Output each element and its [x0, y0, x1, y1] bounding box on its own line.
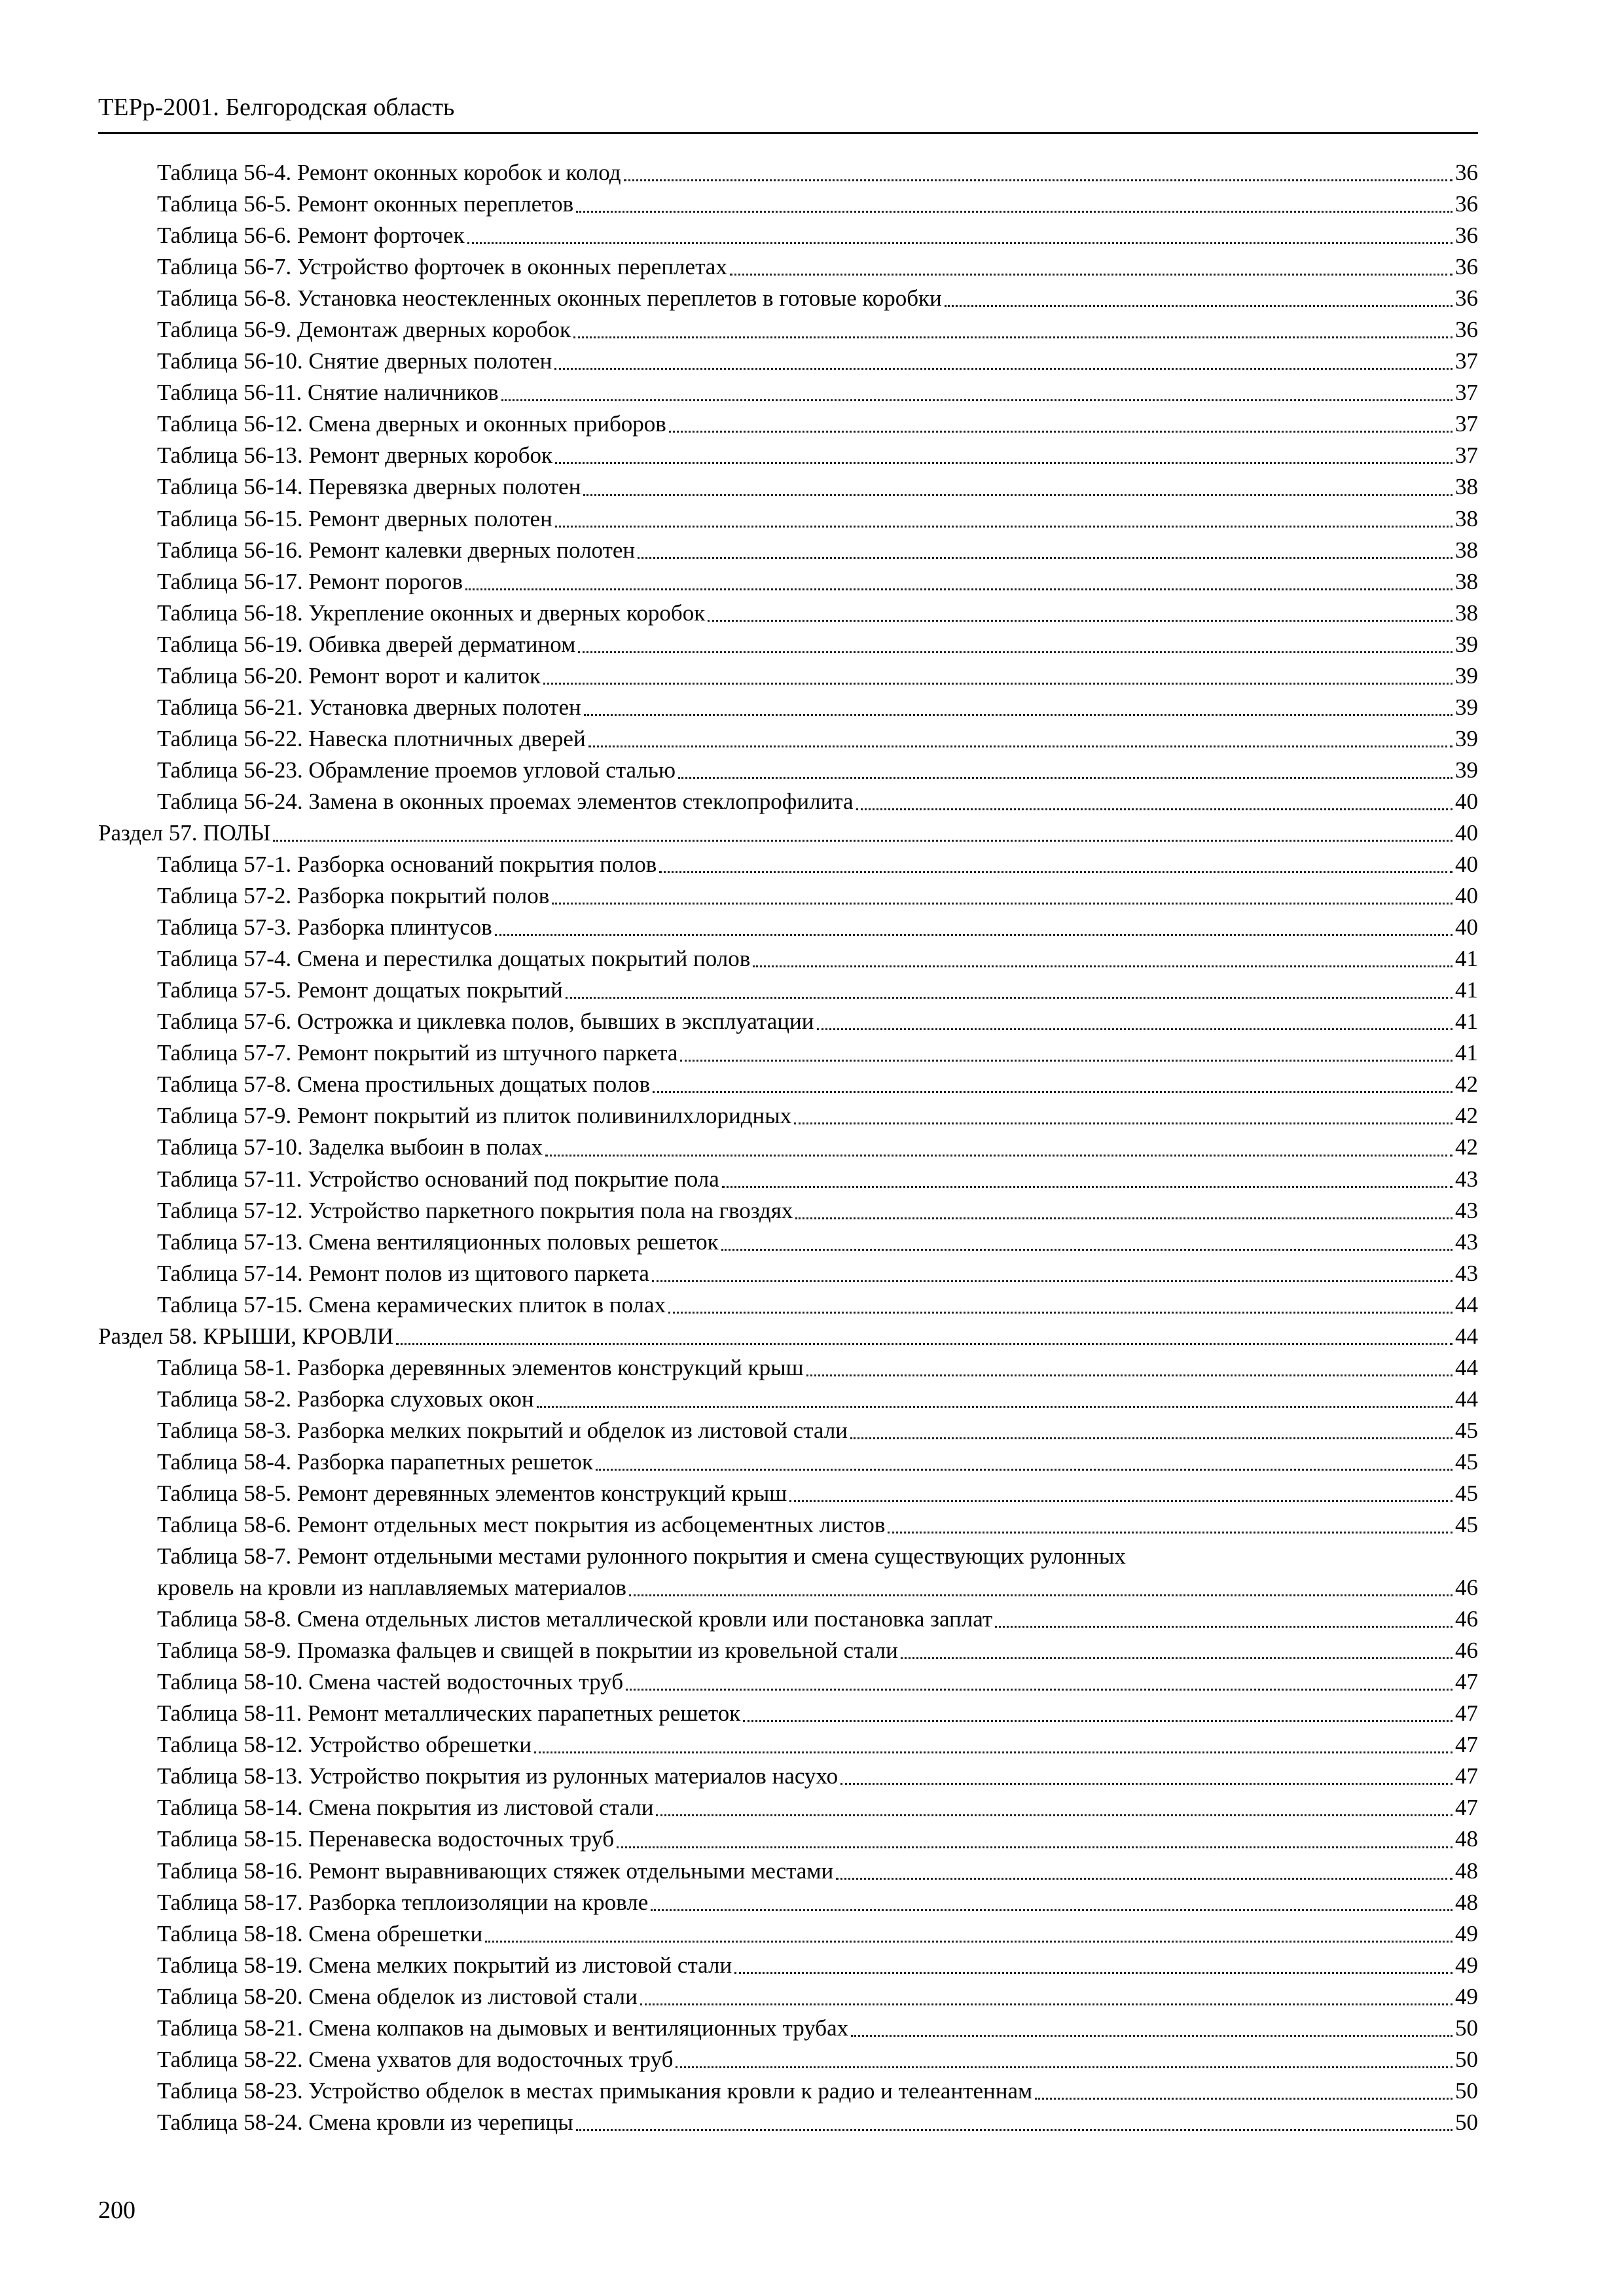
dot-leader — [576, 2129, 1453, 2131]
toc-entry-page: 39 — [1455, 662, 1478, 689]
toc-entry-page: 36 — [1455, 285, 1478, 312]
toc-entry-page: 44 — [1455, 1386, 1478, 1412]
toc-entry-page: 42 — [1455, 1103, 1478, 1129]
toc-table-entry[interactable] — [98, 1132, 1478, 1163]
toc-entry-page: 45 — [1455, 1480, 1478, 1506]
toc-entry-label: Раздел 58. КРЫШИ, КРОВЛИ — [98, 1323, 394, 1349]
toc-entry-page: 49 — [1455, 1952, 1478, 1978]
dot-leader — [676, 2066, 1453, 2068]
toc-table-entry[interactable] — [98, 2013, 1478, 2044]
toc-entry-page: 45 — [1455, 1417, 1478, 1443]
toc-entry-label: Таблица 57-8. Смена простильных дощатых полов — [157, 1071, 651, 1098]
dot-leader — [652, 1280, 1453, 1282]
toc-entry-label: Раздел 57. ПОЛЫ — [98, 819, 271, 846]
toc-table-entry[interactable] — [98, 1289, 1478, 1321]
toc-entry-label: Таблица 56-8. Установка неостекленных оконных переплетов в готовые коробки — [157, 285, 942, 312]
toc-entry-page: 41 — [1455, 1040, 1478, 1066]
toc-entry-label: Таблица 58-24. Смена кровли из черепицы — [157, 2109, 573, 2135]
toc-entry-page: 50 — [1455, 2015, 1478, 2041]
toc-table-entry[interactable] — [98, 660, 1478, 692]
toc-entry-page: 50 — [1455, 2109, 1478, 2135]
toc-entry-page: 43 — [1455, 1229, 1478, 1255]
dot-leader — [485, 1941, 1453, 1943]
toc-table-entry[interactable] — [98, 943, 1478, 975]
toc-entry-page: 50 — [1455, 2077, 1478, 2104]
toc-table-entry[interactable] — [98, 314, 1478, 346]
toc-entry-label: Таблица 58-23. Устройство обделок в местах примыкания кровли к радио и телеантеннам — [157, 2077, 1033, 2104]
toc-table-entry[interactable] — [98, 1698, 1478, 1729]
toc-entry-page: 36 — [1455, 254, 1478, 280]
toc-table-entry[interactable] — [98, 503, 1478, 535]
toc-table-entry[interactable] — [98, 535, 1478, 566]
toc-table-entry[interactable] — [98, 1981, 1478, 2013]
dot-leader — [638, 557, 1453, 559]
toc-entry-label: Таблица 56-11. Снятие наличников — [157, 380, 499, 406]
toc-table-entry[interactable] — [98, 1572, 1478, 1604]
toc-entry-label: Таблица 58-22. Смена ухватов для водосточных труб — [157, 2046, 674, 2072]
dot-leader — [624, 179, 1453, 181]
toc-entry-label: кровель на кровли из наплавляемых материалов — [157, 1575, 626, 1601]
toc-entry-label: Таблица 58-15. Перенавеска водосточных труб — [157, 1826, 615, 1852]
toc-entry-page: 39 — [1455, 757, 1478, 783]
toc-entry-label: Таблица 58-14. Смена покрытия из листовой стали — [157, 1795, 654, 1821]
toc-entry-page: 43 — [1455, 1166, 1478, 1192]
toc-table-entry[interactable] — [98, 755, 1478, 786]
dot-leader — [680, 1060, 1453, 1062]
dot-leader — [552, 903, 1453, 905]
toc-entry-page: 47 — [1455, 1669, 1478, 1695]
toc-entry-page: 36 — [1455, 191, 1478, 217]
dot-leader — [584, 714, 1453, 716]
toc-table-entry[interactable] — [98, 849, 1478, 880]
dot-leader — [817, 1028, 1453, 1030]
toc-table-entry[interactable] — [98, 1918, 1478, 1950]
dot-leader — [743, 1720, 1453, 1722]
toc-entry-page: 36 — [1455, 317, 1478, 343]
toc-entry-label: Таблица 56-18. Укрепление оконных и дверных коробок — [157, 600, 706, 626]
toc-table-entry[interactable] — [98, 1761, 1478, 1792]
toc-entry-page: 38 — [1455, 600, 1478, 626]
toc-table-entry[interactable] — [98, 471, 1478, 503]
toc-entry-page: 37 — [1455, 442, 1478, 469]
dot-leader — [273, 840, 1453, 842]
toc-entry-label: Таблица 56-14. Перевязка дверных полотен — [157, 474, 581, 500]
dot-leader — [851, 2035, 1453, 2037]
toc-entry-page: 46 — [1455, 1638, 1478, 1664]
toc-table-entry[interactable] — [98, 1635, 1478, 1666]
dot-leader — [678, 777, 1453, 779]
toc-entry-label: Таблица 57-10. Заделка выбоин в полах — [157, 1134, 543, 1160]
toc-table-entry[interactable] — [98, 2107, 1478, 2138]
toc-entry-page: 48 — [1455, 1857, 1478, 1884]
toc-entry-label: Таблица 57-15. Смена керамических плиток в полах — [157, 1291, 666, 1318]
dot-leader — [537, 1406, 1453, 1408]
toc-entry-label: Таблица 56-5. Ремонт оконных переплетов — [157, 191, 574, 217]
dot-leader — [795, 1217, 1453, 1219]
toc-table-entry[interactable] — [98, 283, 1478, 314]
toc-entry-page: 37 — [1455, 348, 1478, 374]
dot-leader — [656, 1814, 1453, 1816]
toc-table-entry[interactable] — [98, 1415, 1478, 1446]
toc-table-entry[interactable] — [98, 692, 1478, 723]
dot-leader — [753, 965, 1453, 967]
dot-leader — [806, 1374, 1453, 1376]
toc-table-entry[interactable] — [98, 598, 1478, 629]
dot-leader — [734, 1972, 1453, 1974]
toc-entry-label: Таблица 58-8. Смена отдельных листов металлической кровли или постановка заплат — [157, 1606, 993, 1632]
toc-table-entry[interactable] — [98, 1729, 1478, 1761]
toc-entry-page: 41 — [1455, 977, 1478, 1003]
toc-entry-label-line: Таблица 58-7. Ремонт отдельными местами рулонного покрытия и смена существующих рулонных — [157, 1543, 1126, 1570]
toc-entry-page: 46 — [1455, 1606, 1478, 1632]
dot-leader — [901, 1657, 1453, 1659]
dot-leader — [721, 1249, 1453, 1251]
toc-table-entry[interactable] — [98, 1195, 1478, 1227]
toc-entry-page: 38 — [1455, 505, 1478, 531]
toc-table-entry[interactable] — [98, 1258, 1478, 1289]
dot-leader — [945, 305, 1453, 307]
toc-entry-label: Таблица 57-11. Устройство оснований под покрытие пола — [157, 1166, 719, 1192]
dot-leader — [669, 431, 1453, 433]
toc-entry-label: Таблица 56-16. Ремонт калевки дверных полотен — [157, 537, 636, 563]
toc-entry-label: Таблица 56-24. Замена в оконных проемах элементов стеклопрофилита — [157, 788, 854, 814]
toc-table-entry[interactable] — [98, 1227, 1478, 1258]
toc-table-entry[interactable] — [98, 1509, 1478, 1541]
dot-leader — [708, 620, 1453, 622]
toc-table-entry[interactable] — [98, 723, 1478, 755]
toc-entry-label: Таблица 58-18. Смена обрешетки — [157, 1920, 483, 1946]
dot-leader — [850, 1437, 1453, 1439]
dot-leader — [501, 399, 1453, 401]
toc-table-entry[interactable] — [98, 1352, 1478, 1384]
toc-table-entry[interactable] — [98, 975, 1478, 1006]
toc-table-entry[interactable] — [98, 1604, 1478, 1635]
dot-leader — [465, 588, 1453, 590]
toc-entry-page: 49 — [1455, 1983, 1478, 2009]
toc-entry-page: 36 — [1455, 160, 1478, 185]
dot-leader — [794, 1122, 1453, 1124]
toc-table-entry[interactable] — [98, 377, 1478, 408]
toc-entry-label: Таблица 56-7. Устройство форточек в оконных переплетах — [157, 254, 727, 280]
dot-leader — [722, 1186, 1453, 1188]
toc-entry-label: Таблица 58-1. Разборка деревянных элементов конструкций крыш — [157, 1354, 804, 1380]
toc-entry-label: Таблица 56-15. Ремонт дверных полотен — [157, 505, 552, 531]
dot-leader — [995, 1626, 1453, 1628]
toc-section-entry[interactable] — [98, 1321, 1478, 1352]
toc-entry-page: 47 — [1455, 1700, 1478, 1727]
dot-leader — [588, 745, 1453, 747]
toc-table-entry[interactable] — [98, 1887, 1478, 1918]
toc-entry-page: 47 — [1455, 1763, 1478, 1789]
dot-leader — [495, 934, 1453, 936]
toc-entry-label: Таблица 58-17. Разборка теплоизоляции на кровле — [157, 1889, 649, 1915]
toc-entry-label: Таблица 58-19. Смена мелких покрытий из листовой стали — [157, 1952, 732, 1978]
toc-entry-page: 39 — [1455, 694, 1478, 720]
toc-entry-page: 38 — [1455, 474, 1478, 500]
toc-table-entry[interactable] — [98, 251, 1478, 283]
toc-entry-label: Таблица 58-13. Устройство покрытия из рулонных материалов насухо — [157, 1763, 839, 1789]
dot-leader — [534, 1751, 1453, 1753]
toc-entry-label: Таблица 57-3. Разборка плинтусов — [157, 914, 492, 941]
dot-leader — [640, 2003, 1453, 2005]
dot-leader — [583, 494, 1453, 496]
running-header: ТЕРр-2001. Белгородская область — [98, 94, 455, 121]
toc-entry-page: 38 — [1455, 568, 1478, 594]
header-rule — [98, 132, 1478, 134]
toc-entry-label: Таблица 58-12. Устройство обрешетки — [157, 1732, 532, 1758]
toc-entry-label: Таблица 58-2. Разборка слуховых окон — [157, 1386, 534, 1412]
dot-leader — [836, 1878, 1453, 1880]
toc-entry-page: 44 — [1455, 1291, 1478, 1318]
toc-table-entry[interactable] — [98, 408, 1478, 440]
dot-leader — [1035, 2098, 1453, 2100]
toc-entry-page: 41 — [1455, 1009, 1478, 1035]
dot-leader — [545, 1155, 1453, 1157]
toc-table-entry[interactable] — [98, 440, 1478, 471]
dot-leader — [626, 1689, 1453, 1691]
toc-entry-page: 44 — [1455, 1354, 1478, 1380]
dot-leader — [629, 1594, 1453, 1596]
toc-entry-page: 48 — [1455, 1826, 1478, 1852]
dot-leader — [668, 1312, 1453, 1314]
toc-entry-page: 36 — [1455, 223, 1478, 249]
toc-table-entry[interactable] — [98, 2075, 1478, 2107]
toc-entry-label: Таблица 56-17. Ремонт порогов — [157, 568, 463, 594]
toc-entry-label: Таблица 58-5. Ремонт деревянных элементов конструкций крыш — [157, 1480, 787, 1506]
toc-table-entry[interactable] — [98, 346, 1478, 377]
toc-entry-label: Таблица 56-10. Снятие дверных полотен — [157, 348, 552, 374]
toc-entry-label: Таблица 56-23. Обрамление проемов угловой сталью — [157, 757, 676, 783]
toc-entry-label: Таблица 57-2. Разборка покрытий полов — [157, 883, 550, 909]
toc-entry-page: 49 — [1455, 1920, 1478, 1946]
toc-entry-page: 44 — [1455, 1323, 1478, 1349]
dot-leader — [467, 242, 1453, 244]
toc-entry-page: 45 — [1455, 1512, 1478, 1538]
toc-entry-label: Таблица 56-21. Установка дверных полотен — [157, 694, 581, 720]
toc-entry-page: 50 — [1455, 2046, 1478, 2072]
toc-table-entry[interactable] — [98, 1823, 1478, 1855]
toc-entry-label: Таблица 56-22. Навеска плотничных дверей — [157, 725, 586, 751]
toc-section-entry[interactable] — [98, 817, 1478, 849]
toc-entry-page: 39 — [1455, 631, 1478, 657]
toc-entry-label: Таблица 56-12. Смена дверных и оконных приборов — [157, 411, 666, 437]
toc-table-entry[interactable] — [98, 1384, 1478, 1415]
table-of-contents — [98, 157, 1478, 2138]
dot-leader — [840, 1783, 1453, 1785]
page-number: 200 — [98, 2197, 135, 2224]
toc-table-entry[interactable] — [98, 1792, 1478, 1823]
toc-table-entry[interactable] — [98, 2044, 1478, 2075]
toc-table-entry[interactable] — [98, 1069, 1478, 1100]
toc-table-entry[interactable] — [98, 912, 1478, 943]
toc-table-entry[interactable] — [98, 1856, 1478, 1887]
toc-table-entry[interactable] — [98, 880, 1478, 912]
toc-entry-label: Таблица 57-5. Ремонт дощатых покрытий — [157, 977, 563, 1003]
toc-entry-page: 42 — [1455, 1134, 1478, 1160]
toc-entry-page: 40 — [1455, 914, 1478, 941]
toc-entry-label: Таблица 58-6. Ремонт отдельных мест покрытия из асбоцементных листов — [157, 1512, 886, 1538]
toc-entry-page: 42 — [1455, 1071, 1478, 1098]
toc-entry-label: Таблица 58-4. Разборка парапетных решеток — [157, 1448, 593, 1475]
toc-entry-page: 47 — [1455, 1795, 1478, 1821]
toc-entry-label: Таблица 57-4. Смена и перестилка дощатых покрытий полов — [157, 946, 751, 972]
toc-table-entry[interactable] — [98, 1100, 1478, 1132]
toc-entry-page: 43 — [1455, 1260, 1478, 1286]
toc-entry-page: 43 — [1455, 1197, 1478, 1223]
dot-leader — [566, 997, 1453, 999]
dot-leader — [659, 871, 1453, 873]
dot-leader — [543, 683, 1453, 685]
dot-leader — [653, 1091, 1453, 1093]
toc-entry-label: Таблица 58-10. Смена частей водосточных труб — [157, 1669, 623, 1695]
toc-entry-label: Таблица 58-9. Промазка фальцев и свищей в покрытии из кровельной стали — [157, 1638, 898, 1664]
toc-entry-label: Таблица 57-1. Разборка оснований покрытия полов — [157, 852, 657, 878]
toc-table-entry[interactable] — [98, 1164, 1478, 1195]
dot-leader — [554, 368, 1453, 370]
toc-entry-page: 40 — [1455, 819, 1478, 846]
dot-leader — [651, 1909, 1453, 1911]
toc-entry-label: Таблица 58-11. Ремонт металлических парапетных решеток — [157, 1700, 741, 1727]
toc-table-entry[interactable] — [98, 1950, 1478, 1981]
toc-entry-label: Таблица 57-9. Ремонт покрытий из плиток поливинилхлоридных — [157, 1103, 792, 1129]
toc-table-entry[interactable] — [98, 1446, 1478, 1478]
toc-table-entry[interactable] — [98, 566, 1478, 598]
toc-entry-label: Таблица 58-21. Смена колпаков на дымовых и вентиляционных трубах — [157, 2015, 849, 2041]
toc-table-entry[interactable] — [98, 1006, 1478, 1037]
dot-leader — [576, 211, 1453, 213]
toc-entry-label: Таблица 57-7. Ремонт покрытий из штучного паркета — [157, 1040, 678, 1066]
toc-table-entry[interactable] — [98, 786, 1478, 817]
dot-leader — [396, 1343, 1453, 1345]
toc-entry-page: 46 — [1455, 1575, 1478, 1601]
toc-entry-page: 39 — [1455, 725, 1478, 751]
toc-entry-page: 40 — [1455, 788, 1478, 814]
toc-entry-page: 48 — [1455, 1889, 1478, 1915]
toc-table-entry[interactable] — [98, 188, 1478, 220]
dot-leader — [789, 1500, 1453, 1502]
dot-leader — [856, 808, 1453, 810]
toc-entry-label: Таблица 57-13. Смена вентиляционных половых решеток — [157, 1229, 719, 1255]
dot-leader — [578, 651, 1453, 653]
toc-table-entry[interactable] — [98, 1037, 1478, 1069]
toc-entry-label: Таблица 56-6. Ремонт форточек — [157, 223, 465, 249]
toc-entry-page: 40 — [1455, 883, 1478, 909]
dot-leader — [573, 336, 1453, 338]
toc-entry-label: Таблица 57-12. Устройство паркетного покрытия пола на гвоздях — [157, 1197, 793, 1223]
toc-entry-label: Таблица 58-20. Смена обделок из листовой стали — [157, 1983, 638, 2009]
toc-table-entry[interactable] — [98, 1666, 1478, 1698]
dot-leader — [888, 1532, 1453, 1534]
dot-leader — [555, 526, 1453, 528]
toc-entry-page: 47 — [1455, 1732, 1478, 1758]
toc-entry-page: 41 — [1455, 946, 1478, 972]
dot-leader — [617, 1846, 1453, 1848]
toc-entry-page: 38 — [1455, 537, 1478, 563]
toc-entry-label: Таблица 58-3. Разборка мелких покрытий и обделок из листовой стали — [157, 1417, 848, 1443]
toc-entry-page: 40 — [1455, 852, 1478, 878]
toc-table-entry[interactable] — [98, 157, 1478, 188]
toc-table-entry[interactable] — [98, 220, 1478, 251]
dot-leader — [555, 462, 1453, 464]
dot-leader — [596, 1469, 1453, 1471]
toc-entry-label: Таблица 56-19. Обивка дверей дерматином — [157, 631, 576, 657]
toc-entry-label: Таблица 56-9. Демонтаж дверных коробок — [157, 317, 571, 343]
toc-entry-label: Таблица 56-13. Ремонт дверных коробок — [157, 442, 553, 469]
toc-entry-label: Таблица 57-14. Ремонт полов из щитового паркета — [157, 1260, 649, 1286]
toc-entry-page: 37 — [1455, 380, 1478, 406]
toc-table-entry[interactable] — [98, 1478, 1478, 1509]
toc-entry-label: Таблица 56-4. Ремонт оконных коробок и колод — [157, 160, 621, 185]
dot-leader — [730, 274, 1453, 276]
toc-entry-page: 37 — [1455, 411, 1478, 437]
toc-table-entry[interactable] — [98, 629, 1478, 660]
toc-entry-label: Таблица 56-20. Ремонт ворот и калиток — [157, 662, 541, 689]
toc-entry-page: 45 — [1455, 1448, 1478, 1475]
toc-entry-label: Таблица 58-16. Ремонт выравнивающих стяжек отдельными местами — [157, 1857, 834, 1884]
toc-entry-label: Таблица 57-6. Острожка и циклевка полов, бывших в эксплуатации — [157, 1009, 814, 1035]
